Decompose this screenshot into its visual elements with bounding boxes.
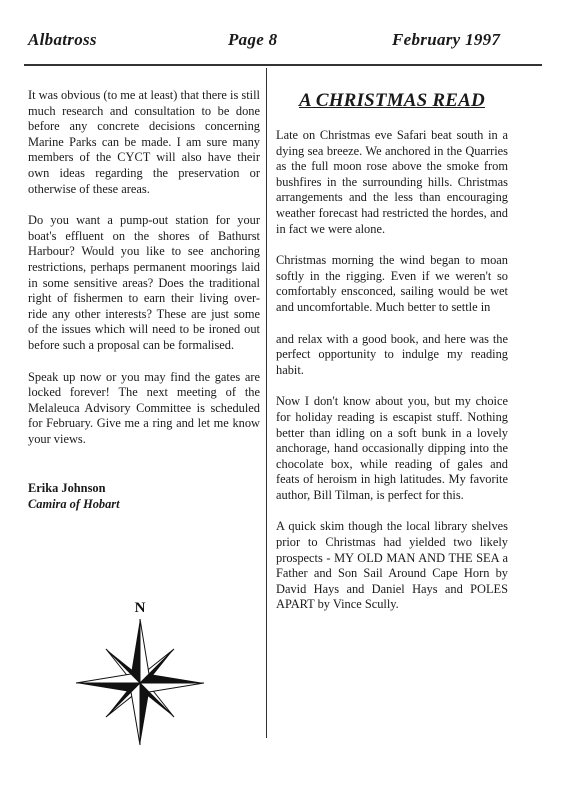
compass-rose-icon (75, 598, 205, 748)
right-paragraph-2: Christmas morning the wind began to moan softly in the rigging. Even if we weren't so comfortably ensconced, sailing would be wet and uncomfortable. Much better to settle in (276, 253, 508, 314)
left-paragraph-3: Speak up now or you may find the gates are locked forever! The next meeting of the Melaleuca Advisory Committee is scheduled for February. Give me a ring and let me know your views. (28, 369, 260, 446)
left-paragraph-1: It was obvious (to me at least) that there is still much research and consultation to be done before any concrete decisions concerning Marine Parks can be made. I am sure many members of the CYCT will also have their own ideas regarding the preservation or otherwise of these areas. (28, 88, 260, 196)
signature-name: Erika Johnson (28, 481, 106, 496)
left-column (28, 88, 260, 513)
header-date: February 1997 (392, 30, 501, 49)
header-rule (24, 64, 542, 66)
right-paragraph-5: A quick skim though the local library shelves prior to Christmas had yielded two likely prospects - MY OLD MAN AND THE SEA a Father and Son Sail Around Cape Horn by David Hays and Daniel Hays and POLES APART by Vince Scully. (276, 519, 508, 612)
right-paragraph-1: Late on Christmas eve Safari beat south in a dying sea breeze. We anchored in the Quarries as the full moon rose above the smoke from bushfires in the surrounding hills. Christmas arrangements and the less than encouraging weather forecast had restricted the hordes, and in fact we were alone. (276, 128, 508, 236)
right-paragraph-3: and relax with a good book, and here was the perfect opportunity to indulge my reading habit. (276, 331, 508, 377)
right-paragraph-4: Now I don't know about you, but my choice for holiday reading is escapist stuff. Nothing better than idling on a soft bunk in a lovely anchorage, hand occasionally dipping into the chocolate box, while reading of gales and feats of heroism in high latitudes. My favorite author, Bill Tilman, is perfect for this. (276, 394, 508, 502)
header-publication: Albatross (28, 30, 97, 49)
right-column (276, 128, 508, 629)
column-divider (266, 68, 267, 738)
header-page: Page 8 (228, 30, 278, 49)
article-title: A CHRISTMAS READ (299, 90, 485, 111)
compass-north-label: N (134, 600, 146, 616)
left-paragraph-2: Do you want a pump-out station for your boat's effluent on the shores of Bathurst Harbour? Would you like to see anchoring restrictions, perhaps permanent moorings laid in some sensitive areas? Does the traditional right of fishermen to earn their living over-ride any other interests? These are just some of the issues which will need to be ironed out before such a proposal can be formalised. (28, 213, 260, 352)
signature-boat: Camira of Hobart (28, 497, 120, 512)
